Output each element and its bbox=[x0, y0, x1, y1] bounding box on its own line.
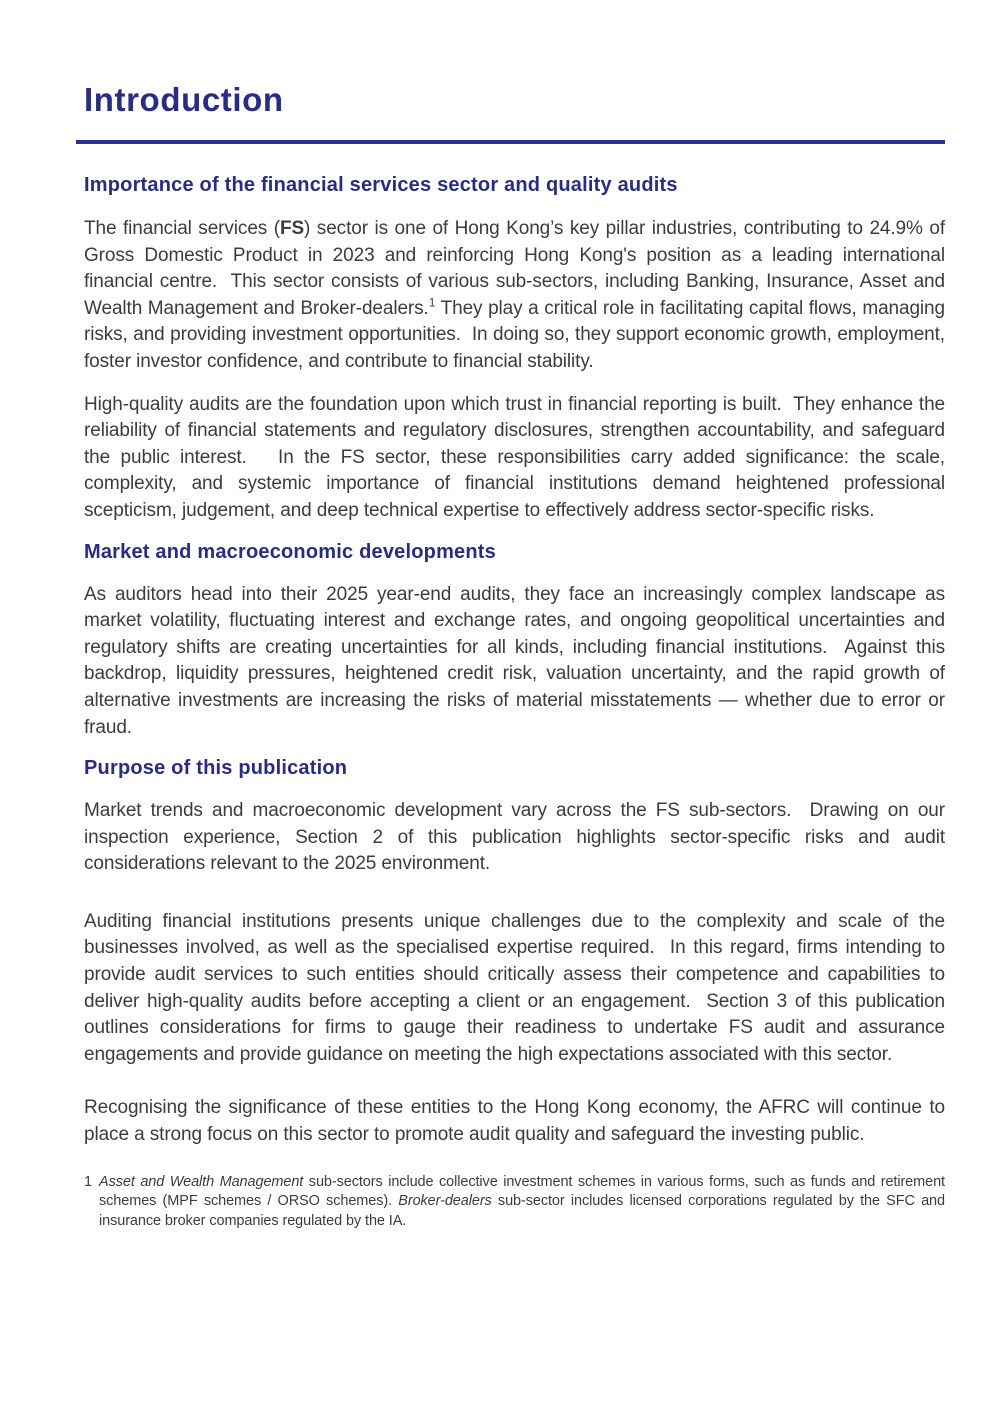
section-importance-of-fs-sector bbox=[84, 172, 945, 525]
paragraph-market-trends: Market trends and macroeconomic development vary across the FS sub-sectors. Drawing on our inspection experience, Section 2 of this publication highlights sector-specific risks and audit considerations relevant to the 2025 environment. bbox=[84, 800, 945, 875]
section-purpose bbox=[84, 755, 945, 1149]
footnote bbox=[84, 1173, 945, 1232]
section-market-macroeconomic bbox=[84, 539, 945, 742]
footnote-marker: 1 bbox=[84, 1173, 93, 1190]
page-title: Introduction bbox=[84, 81, 284, 118]
paragraph-high-quality-audits: High-quality audits are the foundation upon which trust in financial reporting is built. They enhance the reliability of financial statements and regulatory disclosures, strengthen accountability, and safeguard the public interest. In the FS sector, these responsibilities carry added significance: the scale, complexity, and systemic importance of financial institutions demand heightened professional scepticism, judgement, and deep technical expertise to effectively address sector-specific risks. bbox=[84, 393, 945, 521]
section-heading-importance: Importance of the financial services sector and quality audits bbox=[84, 174, 678, 196]
paragraph-2025-audit-landscape: As auditors head into their 2025 year-end audits, they face an increasingly complex landscape as market volatility, fluctuating interest and exchange rates, and ongoing geopolitical uncertainties and regulatory shifts are creating uncertainties for all kinds, including financial institutions. Against this backdrop, liquidity pressures, heightened credit risk, valuation uncertainty, and the rapid growth of alternative investments are increasing the risks of material misstatements — whether due to error or fraud. bbox=[84, 583, 945, 738]
paragraph-auditing-challenges: Auditing financial institutions presents unique challenges due to the complexity and scale of the businesses involved, as well as the specialised expertise required. In this regard, firms intending to provide audit services to such entities should critically assess their competence and capabilities to deliver high-quality audits before accepting a client or an engagement. Section 3 of this publication outlines considerations for firms to gauge their readiness to undertake FS audit and assurance engagements and provide guidance on meeting the high expectations associated with this sector. bbox=[84, 910, 945, 1065]
paragraph-afrc-focus: Recognising the significance of these entities to the Hong Kong economy, the AFRC will continue to place a strong focus on this sector to promote audit quality and safeguard the investing public. bbox=[84, 1097, 945, 1146]
section-heading-market-developments: Market and macroeconomic developments bbox=[84, 540, 496, 563]
title-divider bbox=[76, 140, 945, 144]
footnote-text: Asset and Wealth Management sub-sectors include collective investment schemes in various forms, such as funds and retirement schemes (MPF schemes / ORSO schemes). Broker-dealers sub-sector includes licensed corporations regulated by the SFC and insurance broker companies regulated by the IA. bbox=[99, 1173, 945, 1229]
paragraph-fs-sector-overview: The financial services (FS) sector is one of Hong Kong’s key pillar industries, contributing to 24.9% of Gross Domestic Product in 2023 and reinforcing Hong Kong's position as a leading international financial centre. This sector consists of various sub-sectors, including Banking, Insurance, Asset and Wealth Management and Broker-dealers.$^1$ They play a critical role in facilitating capital flows, managing risks, and providing investment opportunities. In doing so, they support economic growth, employment, foster investor confidence, and contribute to financial stability. bbox=[84, 218, 945, 372]
section-heading-purpose: Purpose of this publication bbox=[84, 757, 348, 780]
